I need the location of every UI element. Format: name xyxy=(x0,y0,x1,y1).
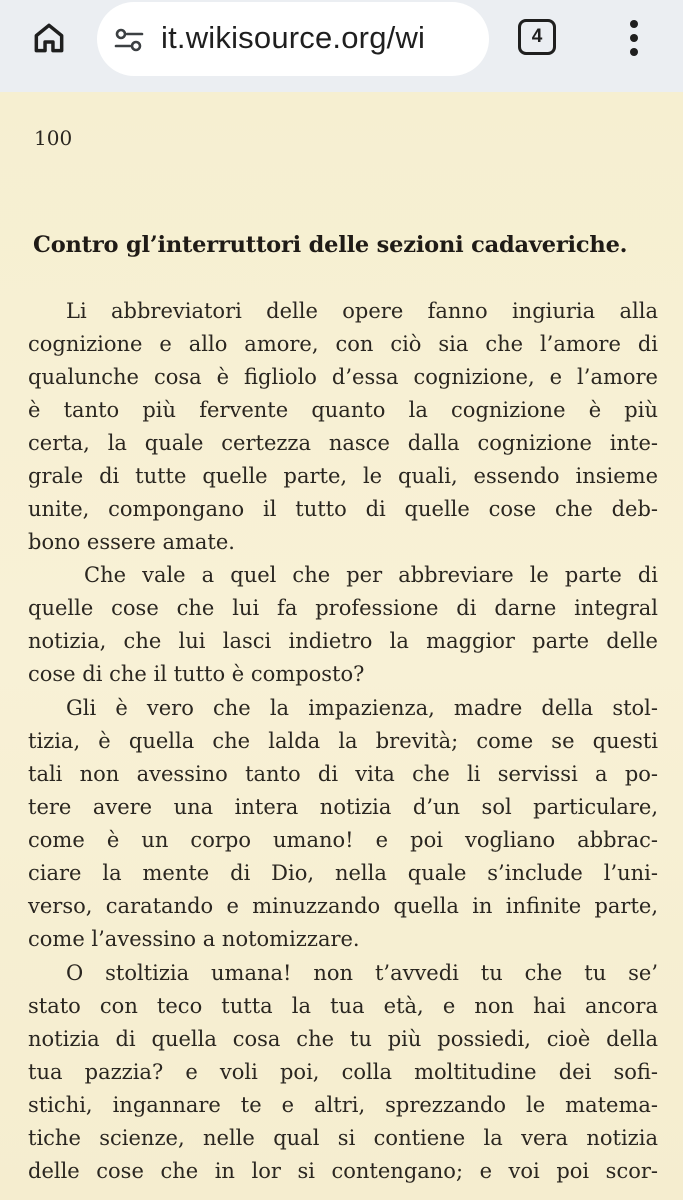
tune-icon[interactable] xyxy=(114,26,144,54)
text-line: verso, caratando e minuzzando quella in infinite parte, xyxy=(28,894,658,918)
text-line: tere avere una intera notizia d’un sol particulare, xyxy=(28,795,658,819)
text-line: notizia di quella cosa che tu più possiedi, cioè della xyxy=(28,1027,658,1051)
text-line: cose di che il tutto è composto? xyxy=(28,662,365,686)
text-line: grale di tutte quelle parte, le quali, essendo insieme xyxy=(28,464,658,488)
text-line: delle cose che in lor si contengano; e voi poi scor- xyxy=(28,1159,658,1183)
page-number: 100 xyxy=(34,126,73,150)
text-line: bono essere amate. xyxy=(28,530,235,554)
text-line: Che vale a quel che per abbreviare le parte di xyxy=(84,563,658,587)
home-button[interactable] xyxy=(27,16,71,60)
address-bar[interactable] xyxy=(97,2,489,76)
text-line: unite, compongano il tutto di quelle cose che deb- xyxy=(28,497,658,521)
text-line: notizia, che lui lasci indietro la maggior parte delle xyxy=(28,629,658,653)
home-icon xyxy=(30,19,68,57)
text-line: tali non avessino tanto di vita che li servissi a po- xyxy=(28,762,658,786)
text-line: certa, la quale certezza nasce dalla cognizione inte- xyxy=(28,431,658,455)
scanned-page xyxy=(0,92,683,1200)
text-line: cognizione e allo amore, con ciò sia che l’amore di xyxy=(28,332,658,356)
text-line: Gli è vero che la impazienza, madre della stol- xyxy=(66,696,658,720)
url-text[interactable]: it.wikisource.org/wi xyxy=(161,20,426,55)
page-heading: Contro gl’interruttori delle sezioni cadaveriche. xyxy=(33,232,628,258)
text-line: è tanto più fervente quanto la cognizione è più xyxy=(28,398,658,422)
browser-toolbar xyxy=(0,0,683,92)
more-vert-icon[interactable] xyxy=(620,16,648,60)
text-line: stato con teco tutta la tua età, e non hai ancora xyxy=(28,994,658,1018)
text-line: qualunche cosa è figliolo d’essa cognizione, e l’amore xyxy=(28,365,658,389)
text-line: come l’avessino a notomizzare. xyxy=(28,927,360,951)
text-line: O stoltizia umana! non t’avvedi tu che tu se’ xyxy=(66,961,658,985)
text-line: tua pazzia? e voli poi, colla moltitudine dei sofi- xyxy=(28,1060,658,1084)
tab-count: 4 xyxy=(531,26,543,47)
text-line: tizia, è quella che lalda la brevità; come se questi xyxy=(28,729,658,753)
text-line: quelle cose che lui fa professione di darne integral xyxy=(28,596,658,620)
text-line: stichi, ingannare te e altri, sprezzando le matema- xyxy=(28,1093,658,1117)
text-line: Li abbreviatori delle opere fanno ingiuria alla xyxy=(66,299,658,323)
text-line: ciare la mente di Dio, nella quale s’include l’uni- xyxy=(28,861,658,885)
text-line: tiche scienze, nelle qual si contiene la vera notizia xyxy=(28,1126,658,1150)
tabs-button[interactable] xyxy=(518,19,556,55)
text-line: come è un corpo umano! e poi vogliano abbrac- xyxy=(28,828,658,852)
